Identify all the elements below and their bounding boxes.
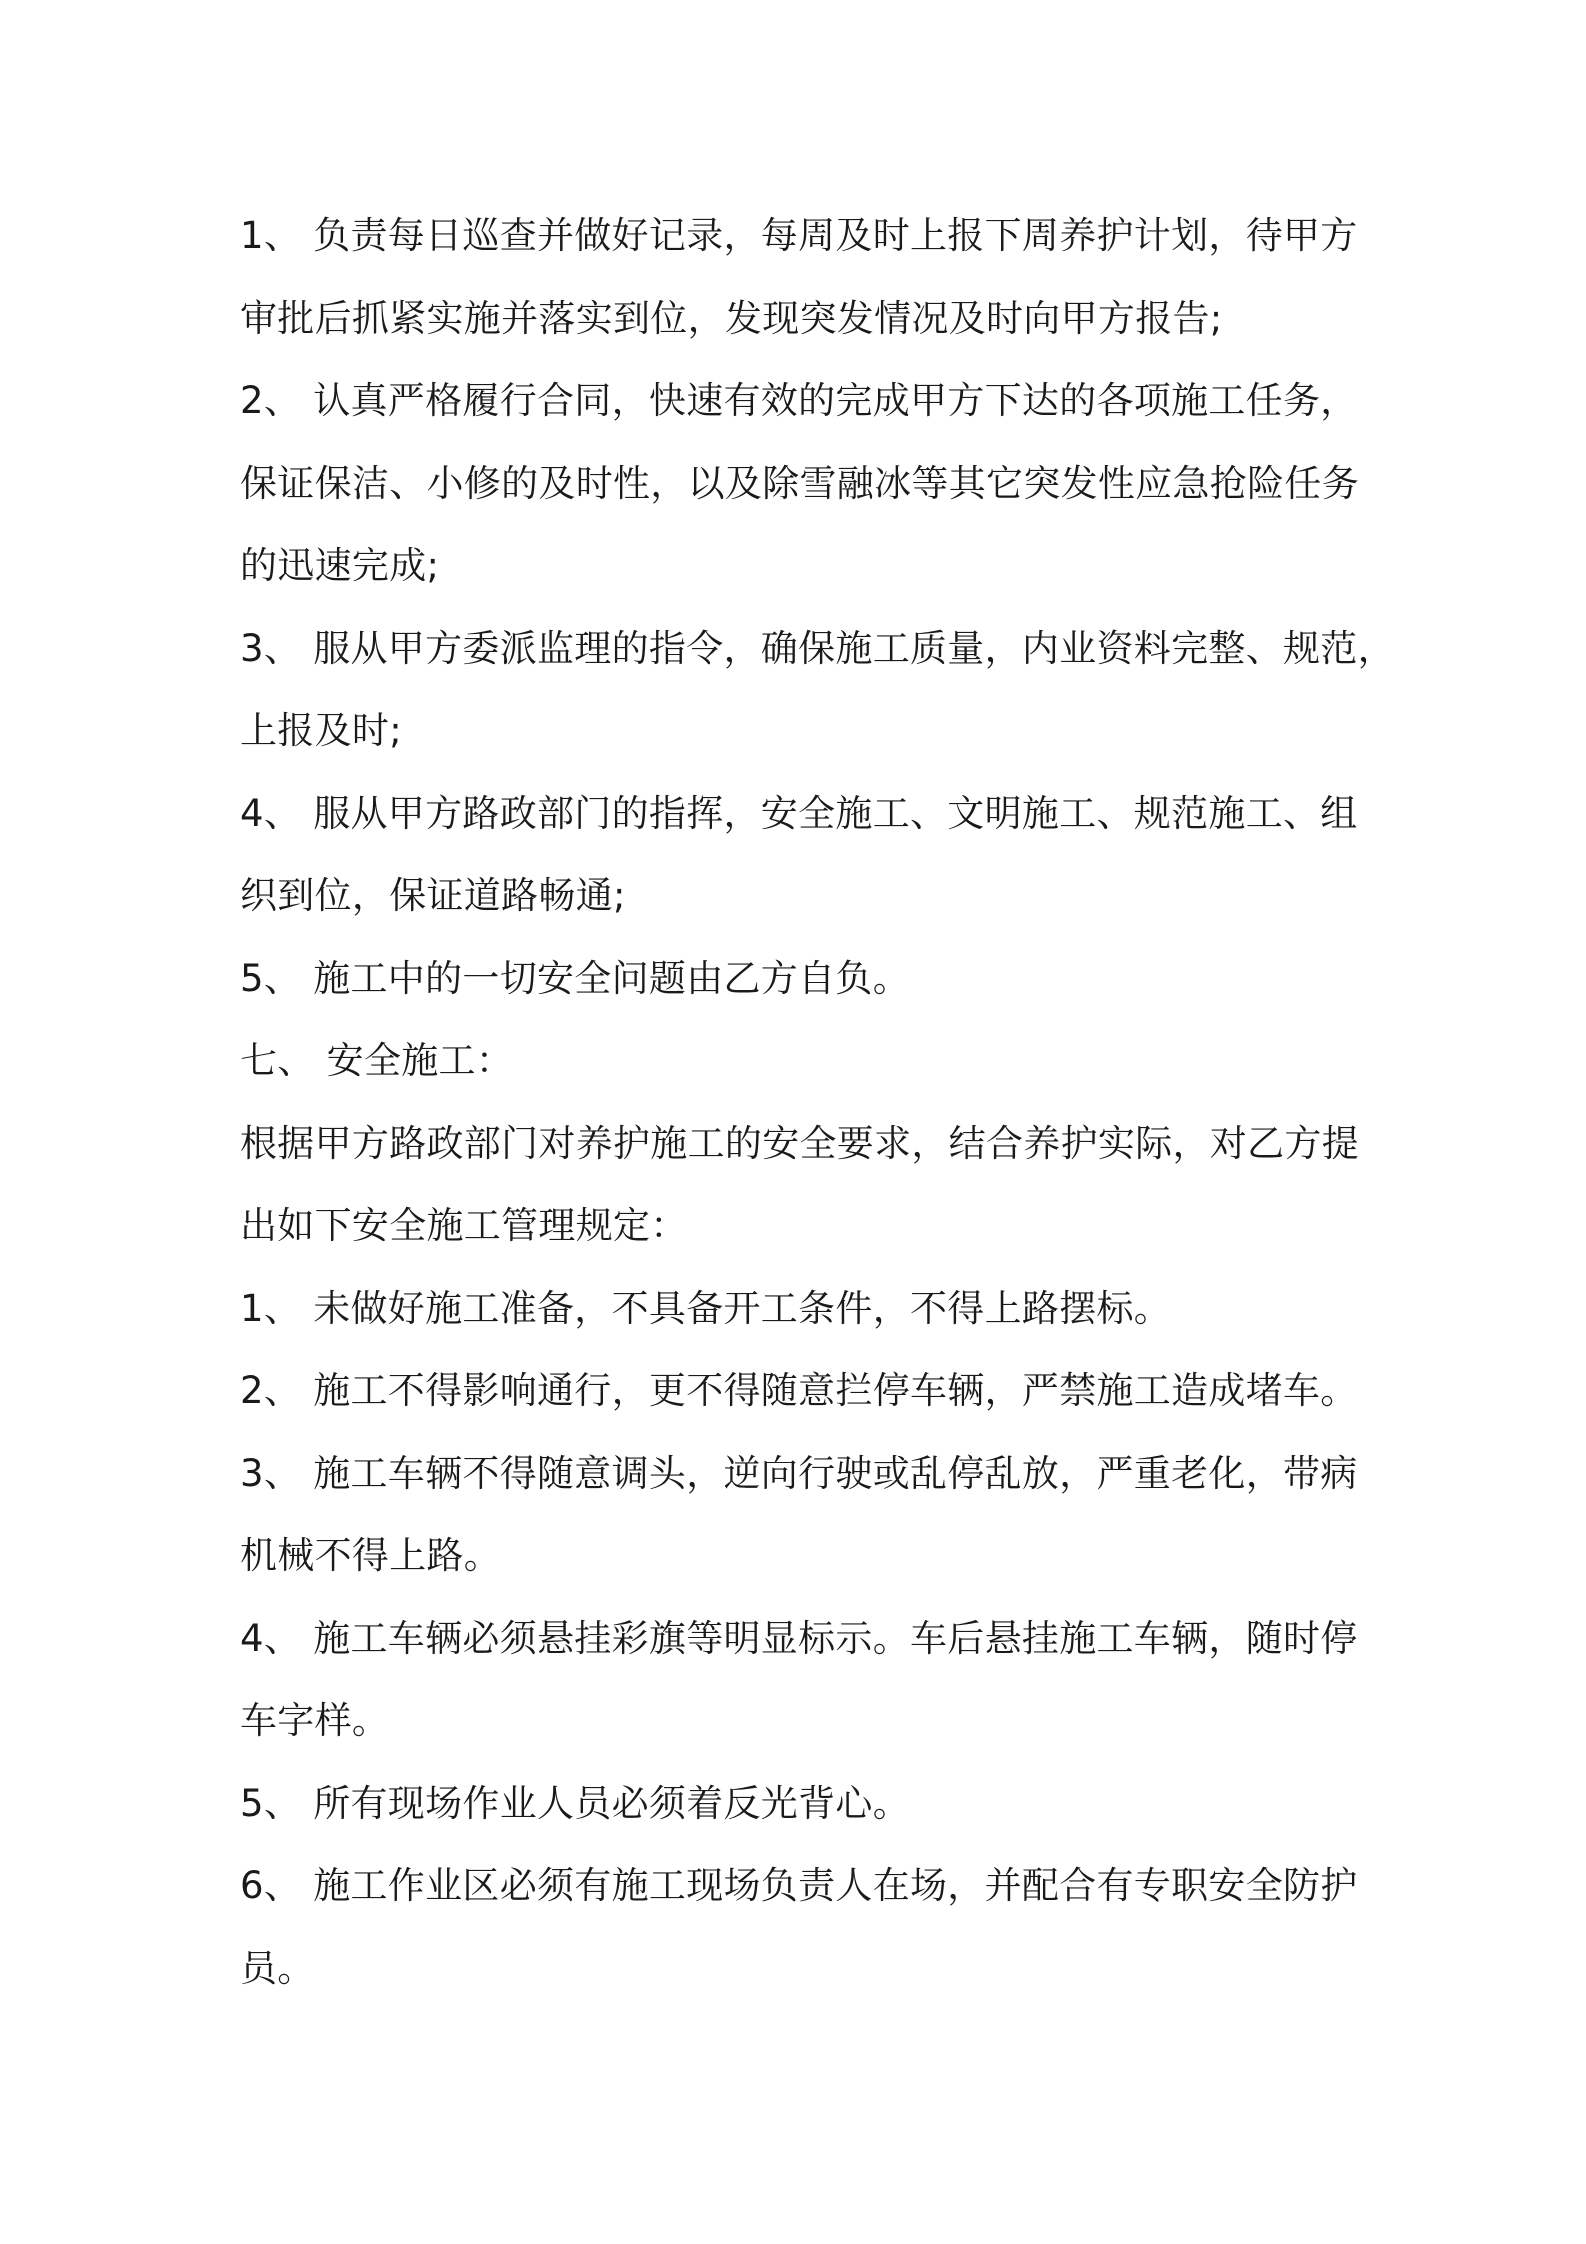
text-line: 4、 施工车辆必须悬挂彩旗等明显标示。车后悬挂施工车辆，随时停 xyxy=(240,1616,1358,1660)
text-line: 5、 施工中的一切安全问题由乙方自负。 xyxy=(240,956,911,1000)
text-line: 的迅速完成; xyxy=(240,544,440,587)
section-heading: 七、 安全施工： xyxy=(240,1039,514,1082)
text-line: 4、 服从甲方路政部门的指挥，安全施工、文明施工、规范施工、组 xyxy=(240,791,1358,835)
text-line: 2、 认真严格履行合同，快速有效的完成甲方下达的各项施工任务， xyxy=(240,379,1358,422)
text-line: 5、 所有现场作业人员必须着反光背心。 xyxy=(240,1781,911,1825)
text-line: 3、 服从甲方委派监理的指令，确保施工质量，内业资料完整、规范， xyxy=(240,626,1395,670)
text-line: 出如下安全施工管理规定： xyxy=(240,1204,688,1247)
text-line: 机械不得上路。 xyxy=(240,1534,502,1577)
text-line: 员。 xyxy=(240,1946,315,1990)
text-line: 上报及时; xyxy=(240,709,402,752)
text-line: 车字样。 xyxy=(240,1699,390,1742)
text-line: 6、 施工作业区必须有施工现场负责人在场，并配合有专职安全防护 xyxy=(240,1864,1358,1907)
text-line: 织到位，保证道路畅通; xyxy=(240,874,626,917)
text-line: 2、 施工不得影响通行，更不得随意拦停车辆，严禁施工造成堵车。 xyxy=(240,1369,1358,1412)
text-line: 保证保洁、小修的及时性，以及除雪融冰等其它突发性应急抢险任务 xyxy=(240,461,1359,505)
text-line: 3、 施工车辆不得随意调头，逆向行驶或乱停乱放，严重老化，带病 xyxy=(240,1451,1358,1495)
document-body xyxy=(240,195,1395,2010)
text-line: 审批后抓紧实施并落实到位，发现突发情况及时向甲方报告; xyxy=(240,296,1223,340)
text-line: 根据甲方路政部门对养护施工的安全要求，结合养护实际，对乙方提 xyxy=(240,1121,1359,1165)
text-line: 1、 未做好施工准备，不具备开工条件，不得上路摆标。 xyxy=(240,1286,1172,1330)
text-line: 1、 负责每日巡查并做好记录，每周及时上报下周养护计划，待甲方 xyxy=(240,214,1358,257)
